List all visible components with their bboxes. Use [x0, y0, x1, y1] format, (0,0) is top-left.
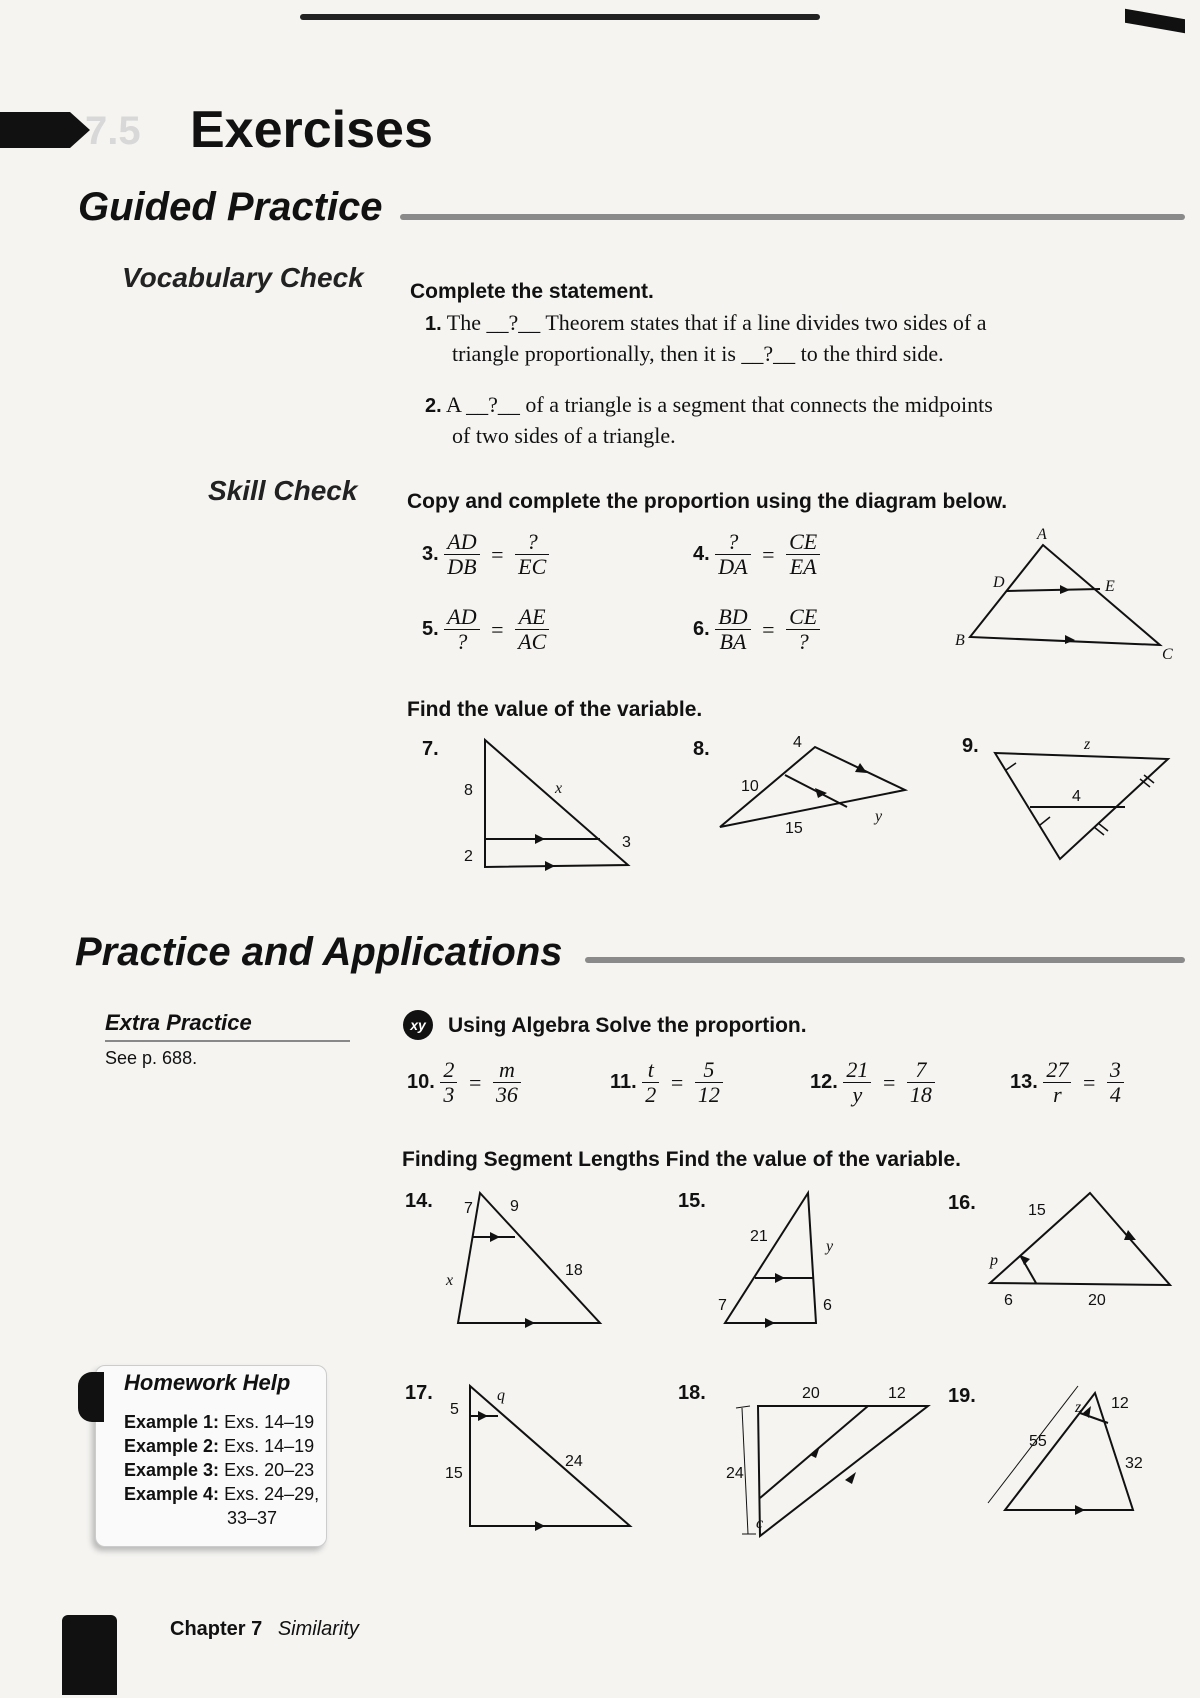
svg-text:7: 7	[718, 1297, 727, 1314]
question-1	[425, 308, 986, 369]
proportion-10-left: $\frac{2}{3}$	[440, 1058, 457, 1107]
svg-text:3: 3	[622, 834, 631, 851]
skill-check-label: Skill Check	[208, 475, 358, 506]
exercise-7-diagram	[450, 735, 640, 875]
section-number-badge	[0, 100, 175, 160]
question-1-line2: triangle proportionally, then it is __?__ to the third side.	[452, 341, 944, 366]
homework-line: Example 3: Exs. 20–23	[124, 1460, 315, 1480]
segment-bold: Finding Segment Lengths	[402, 1148, 660, 1171]
variable-instruction: Find the value of the variable.	[407, 698, 703, 721]
exercise-9-diagram	[990, 735, 1180, 865]
exercise-8-diagram	[715, 735, 915, 845]
homework-help-box	[95, 1365, 327, 1547]
exercise-16-number: 16.	[948, 1192, 976, 1214]
question-2-line1: A __?__ of a triangle is a segment that connects the midpoints	[445, 392, 993, 417]
svg-text:5: 5	[450, 1401, 459, 1418]
svg-text:24: 24	[726, 1465, 744, 1482]
svg-text:12: 12	[888, 1385, 906, 1402]
proportion-5-number: 5.	[422, 617, 439, 640]
svg-text:6: 6	[1004, 1292, 1013, 1309]
svg-text:20: 20	[802, 1385, 820, 1402]
skill-instruction: Copy and complete the proportion using the diagram below.	[407, 490, 1008, 513]
question-1-number: 1.	[425, 313, 442, 335]
proportion-3	[422, 530, 549, 579]
svg-text:2: 2	[464, 848, 473, 865]
proportion-5	[422, 605, 549, 654]
svg-text:24: 24	[565, 1453, 583, 1470]
svg-text:x: x	[446, 1272, 454, 1289]
proportion-6-number: 6.	[693, 617, 710, 640]
exercise-14-diagram	[440, 1185, 610, 1330]
proportion-3-right: $\frac{?}{EC}$	[515, 530, 549, 579]
top-rule	[300, 14, 820, 20]
segment-rest: Find the value of the variable.	[665, 1148, 961, 1171]
proportion-5-right: $\frac{AE}{AC}$	[515, 605, 549, 654]
proportion-6-right: $\frac{CE}{?}$	[786, 605, 820, 654]
algebra-icon: xy	[403, 1010, 433, 1040]
homework-tab	[78, 1372, 104, 1422]
svg-text:20: 20	[1088, 1292, 1106, 1309]
svg-text:z: z	[1075, 1399, 1082, 1416]
exercise-18-number: 18.	[678, 1382, 706, 1404]
svg-text:y: y	[875, 808, 883, 825]
equals-sign: =	[468, 1069, 482, 1095]
proportion-12	[810, 1058, 935, 1107]
section-number: 7.5	[85, 109, 141, 153]
svg-text:y: y	[826, 1238, 834, 1255]
guided-practice-heading: Guided Practice	[78, 185, 383, 229]
segment-instruction	[402, 1148, 961, 1172]
svg-text:15: 15	[785, 820, 803, 837]
svg-text:A: A	[1037, 526, 1047, 543]
svg-text:p: p	[990, 1252, 998, 1269]
svg-text:x: x	[555, 780, 563, 797]
homework-line: Example 4: Exs. 24–29,	[124, 1484, 320, 1504]
practice-rule	[585, 957, 1185, 963]
svg-text:10: 10	[741, 778, 759, 795]
svg-text:C: C	[1162, 646, 1173, 663]
question-2-number: 2.	[425, 395, 442, 417]
exercise-16-diagram	[980, 1185, 1180, 1315]
proportion-12-right: $\frac{7}{18}$	[907, 1058, 935, 1107]
proportion-10	[407, 1058, 521, 1107]
equals-sign: =	[762, 541, 775, 567]
homework-line: 33–37	[227, 1508, 278, 1528]
proportion-13-right: $\frac{3}{4}$	[1107, 1058, 1124, 1107]
svg-text:c: c	[756, 1515, 764, 1532]
algebra-instruction	[448, 1014, 807, 1038]
proportion-13	[1010, 1058, 1124, 1107]
algebra-bold: Using Algebra	[448, 1014, 590, 1037]
proportion-6-left: $\frac{BD}{BA}$	[715, 605, 750, 654]
svg-text:8: 8	[464, 782, 473, 799]
proportion-3-number: 3.	[422, 542, 439, 565]
exercise-17-diagram	[440, 1378, 640, 1533]
equals-sign: =	[762, 616, 775, 642]
exercise-9-number: 9.	[962, 735, 979, 757]
svg-text:55: 55	[1029, 1433, 1047, 1450]
question-2	[425, 390, 993, 451]
equals-sign: =	[882, 1069, 896, 1095]
proportion-10-number: 10.	[407, 1070, 435, 1093]
proportion-11-number: 11.	[610, 1070, 637, 1093]
algebra-rest: Solve the proportion.	[595, 1014, 807, 1037]
question-2-line2: of two sides of a triangle.	[452, 423, 676, 448]
proportion-4	[693, 530, 820, 579]
exercise-19-number: 19.	[948, 1385, 976, 1407]
homework-list	[124, 1410, 319, 1530]
section-title: Exercises	[190, 101, 433, 159]
equals-sign: =	[491, 541, 504, 567]
proportion-3-left: $\frac{AD}{DB}$	[444, 530, 479, 579]
proportion-11	[610, 1058, 723, 1107]
exercise-15-number: 15.	[678, 1190, 706, 1212]
homework-line: Example 2: Exs. 14–19	[124, 1436, 315, 1456]
svg-text:4: 4	[793, 735, 802, 751]
exercise-17-number: 17.	[405, 1382, 433, 1404]
proportion-12-left: $\frac{21}{y}$	[843, 1058, 871, 1107]
proportion-11-right: $\frac{5}{12}$	[695, 1058, 723, 1107]
svg-text:q: q	[497, 1387, 505, 1404]
svg-text:15: 15	[1028, 1202, 1046, 1219]
svg-text:D: D	[993, 574, 1005, 591]
practice-heading: Practice and Applications	[75, 930, 563, 974]
proportion-13-left: $\frac{27}{r}$	[1043, 1058, 1071, 1107]
svg-text:21: 21	[750, 1228, 768, 1245]
footer-chapter: Chapter 7	[170, 1618, 263, 1640]
svg-text:z: z	[1084, 736, 1091, 753]
proportion-5-left: $\frac{AD}{?}$	[444, 605, 479, 654]
proportion-12-number: 12.	[810, 1070, 838, 1093]
svg-text:6: 6	[823, 1297, 832, 1314]
proportion-13-number: 13.	[1010, 1070, 1038, 1093]
svg-text:B: B	[955, 632, 965, 649]
exercise-8-number: 8.	[693, 738, 710, 760]
svg-text:15: 15	[445, 1465, 463, 1482]
proportion-11-left: $\frac{t}{2}$	[642, 1058, 659, 1107]
equals-sign: =	[670, 1069, 684, 1095]
exercise-14-number: 14.	[405, 1190, 433, 1212]
exercise-19-diagram	[985, 1378, 1180, 1543]
svg-text:18: 18	[565, 1262, 583, 1279]
footer-title: Similarity	[277, 1618, 359, 1640]
equals-sign: =	[491, 616, 504, 642]
svg-text:12: 12	[1111, 1395, 1129, 1412]
vocab-check-label: Vocabulary Check	[122, 262, 364, 293]
guided-rule	[400, 214, 1185, 220]
exercise-15-diagram	[710, 1185, 860, 1330]
exercise-7-number: 7.	[422, 738, 439, 760]
homework-title: Homework Help	[124, 1370, 291, 1395]
question-1-line1: The __?__ Theorem states that if a line divides two sides of a	[446, 310, 987, 335]
page-tab	[62, 1615, 117, 1695]
svg-text:7: 7	[464, 1200, 473, 1217]
proportion-6	[693, 605, 820, 654]
footer	[170, 1618, 359, 1641]
corner-mark	[1125, 9, 1185, 34]
proportion-10-right: $\frac{m}{36}$	[493, 1058, 521, 1107]
svg-text:E: E	[1105, 578, 1115, 595]
svg-text:4: 4	[1072, 788, 1081, 805]
extra-practice-ref: See p. 688.	[105, 1048, 198, 1068]
proportion-4-right: $\frac{CE}{EA}$	[786, 530, 820, 579]
svg-text:32: 32	[1125, 1455, 1143, 1472]
triangle-abc-diagram	[955, 525, 1175, 665]
homework-line: Example 1: Exs. 14–19	[124, 1412, 315, 1432]
proportion-4-number: 4.	[693, 542, 710, 565]
proportion-4-left: $\frac{?}{DA}$	[715, 530, 750, 579]
svg-text:9: 9	[510, 1198, 519, 1215]
extra-practice-title: Extra Practice	[105, 1010, 252, 1035]
equals-sign: =	[1082, 1069, 1096, 1095]
extra-practice-rule	[105, 1040, 350, 1042]
exercise-18-diagram	[720, 1378, 940, 1543]
vocab-instruction: Complete the statement.	[410, 280, 654, 303]
